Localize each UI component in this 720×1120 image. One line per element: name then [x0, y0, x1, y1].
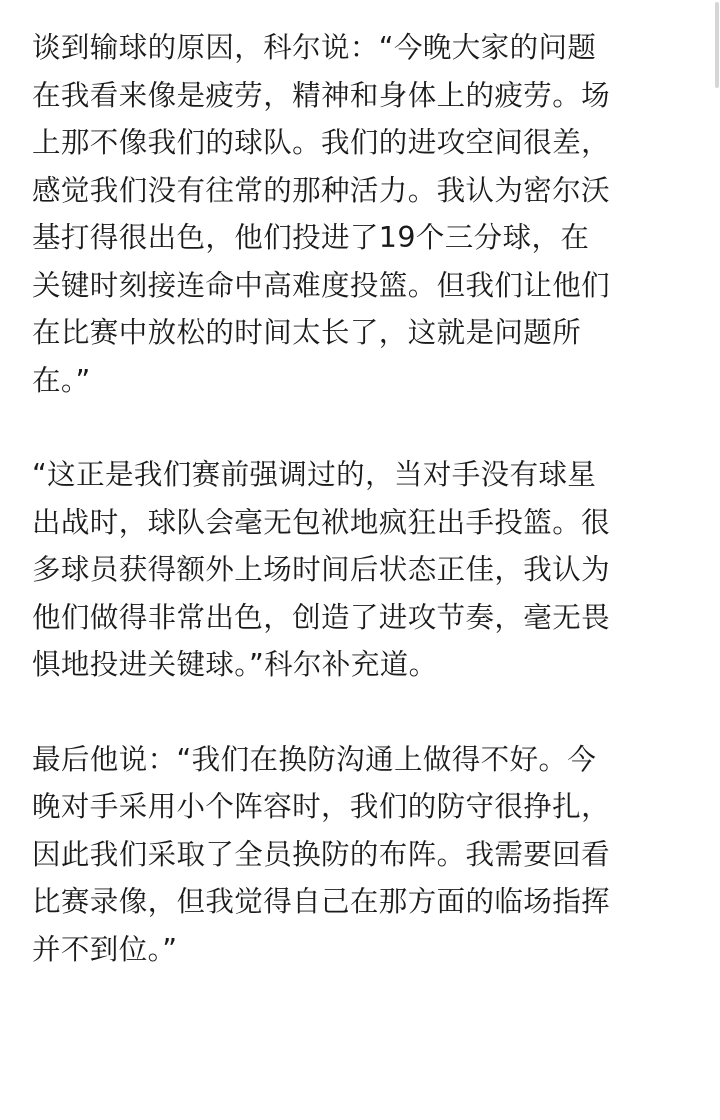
text-line: 谈到输球的原因，科尔说：“今晚大家的问题	[32, 31, 597, 64]
text-line: 在我看来像是疲劳，精神和身体上的疲劳。场	[32, 78, 611, 112]
text-line: 在比赛中放松的时间太长了，这就是问题所	[32, 316, 582, 349]
text-line: 基打得很出色，他们投进了19个三分球，在	[32, 221, 590, 254]
article-body	[32, 24, 692, 1020]
text-line: 最后他说：“我们在换防沟通上做得不好。今	[32, 742, 597, 776]
text-line: 在。”	[32, 363, 91, 397]
paragraph-2	[32, 451, 692, 689]
paragraph-1	[32, 24, 692, 404]
paragraph-3	[32, 736, 692, 974]
text-line: 多球员获得额外上场时间后状态正佳，我认为	[32, 553, 611, 586]
text-line: 并不到位。”	[32, 932, 178, 966]
text-line: 他们做得非常出色，创造了进攻节奏，毫无畏	[32, 600, 611, 634]
text-line: “这正是我们赛前强调过的，当对手没有球星	[32, 458, 597, 491]
scrollbar-thumb[interactable]	[715, 2, 719, 88]
text-line: 晚对手采用小个阵容时，我们的防守很挣扎，	[32, 790, 611, 823]
text-line: 出战时，球队会毫无包袱地疯狂出手投篮。很	[32, 505, 611, 539]
vertical-scrollbar[interactable]	[712, 0, 720, 1120]
text-line: 惧地投进关键球。”科尔补充道。	[32, 648, 438, 681]
text-line: 比赛录像，但我觉得自己在那方面的临场指挥	[32, 885, 611, 918]
text-line: 因此我们采取了全员换防的布阵。我需要回看	[32, 837, 611, 871]
text-line: 上那不像我们的球队。我们的进攻空间很差，	[32, 126, 611, 159]
text-line: 关键时刻接连命中高难度投篮。但我们让他们	[32, 268, 611, 302]
text-line: 感觉我们没有往常的那种活力。我认为密尔沃	[32, 173, 611, 207]
